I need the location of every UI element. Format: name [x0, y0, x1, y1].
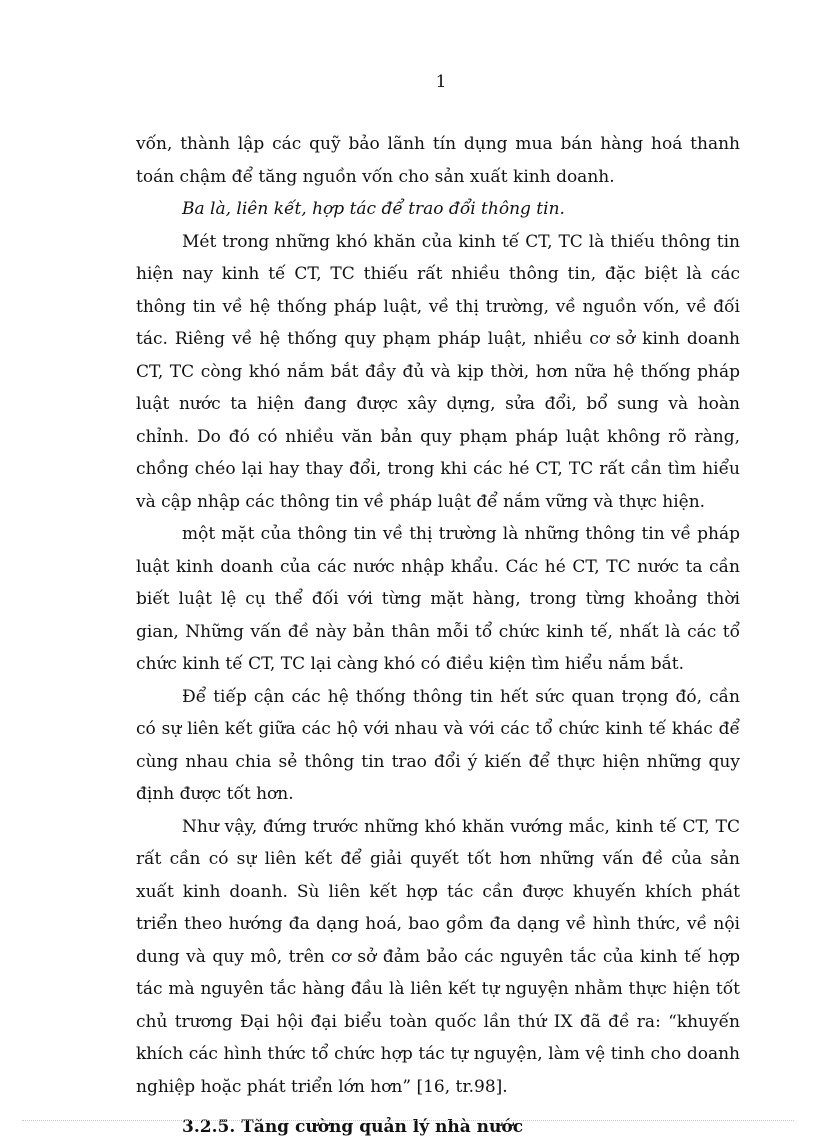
paragraph-subheading-italic: Ba là, liên kết, hợp tác để trao đổi thông tin.	[182, 199, 565, 219]
paragraph-continuation: vốn, thành lập các quỹ bảo lãnh tín dụng mua bán hàng hoá thanh toán chậm để tăng nguồn vốn cho sản xuất kinh doanh.	[136, 134, 740, 187]
paragraph: Như vậy, đứng trước những khó khăn vướng mắc, kinh tế CT, TC rất cần có sự liên kết để giải quyết tốt hơn những vấn đề của sản xuất kinh doanh. Sù liên kết hợp tác cần được khuyến khích phát triển theo hướng đa dạng hoá, bao gồm đa dạng về hình thức, về nội dung và quy mô, trên cơ sở đảm bảo các nguyên tắc của kinh tế hợp tác mà nguyên tắc hàng đầu là liên kết tự nguyện nhằm thực hiện tốt chủ trương Đại hội đại biểu toàn quốc lần thứ IX đã đề ra: “khuyến khích các hình thức tổ chức hợp tác tự nguyện, làm vệ tinh cho doanh nghiệp hoặc phát triển lớn hơn” [16, tr.98].	[136, 816, 740, 1097]
section-heading: 3.2.5. Tăng cường quản lý nhà nước	[182, 1117, 524, 1137]
page-number: 1	[435, 72, 447, 92]
paragraph: một mặt của thông tin về thị trường là những thông tin về pháp luật kinh doanh của các nước nhập khẩu. Các hé CT, TC nước ta cần biết luật lệ cụ thể đối với từng mặt hàng, trong từng khoảng thời gian, Những vấn đề này bản thân mỗi tổ chức kinh tế, nhất là các tổ chức kinh tế CT, TC lại càng khó có điều kiện tìm hiểu nắm bắt.	[136, 524, 740, 674]
document-body	[136, 128, 740, 1144]
paragraph: Mét trong những khó khăn của kinh tế CT, TC là thiếu thông tin hiện nay kinh tế CT, TC thiếu rất nhiều thông tin, đặc biệt là các thông tin về hệ thống pháp luật, về thị trường, về nguồn vốn, về đối tác. Riêng về hệ thống quy phạm pháp luật, nhiều cơ sở kinh doanh CT, TC còng khó nắm bắt đầy đủ và kịp thời, hơn nữa hệ thống pháp luật nước ta hiện đang được xây dựng, sửa đổi, bổ sung và hoàn chỉnh. Do đó có nhiều văn bản quy phạm pháp luật không rõ ràng, chồng chéo lại hay thay đổi, trong khi các hé CT, TC rất cần tìm hiểu và cập nhập các thông tin về pháp luật để nắm vững và thực hiện.	[136, 231, 740, 512]
page-bottom-divider	[22, 1120, 794, 1121]
paragraph: Để tiếp cận các hệ thống thông tin hết sức quan trọng đó, cần có sự liên kết giữa các hộ với nhau và với các tổ chức kinh tế khác để cùng nhau chia sẻ thông tin trao đổi ý kiến để thực hiện những quy định được tốt hơn.	[136, 686, 740, 804]
